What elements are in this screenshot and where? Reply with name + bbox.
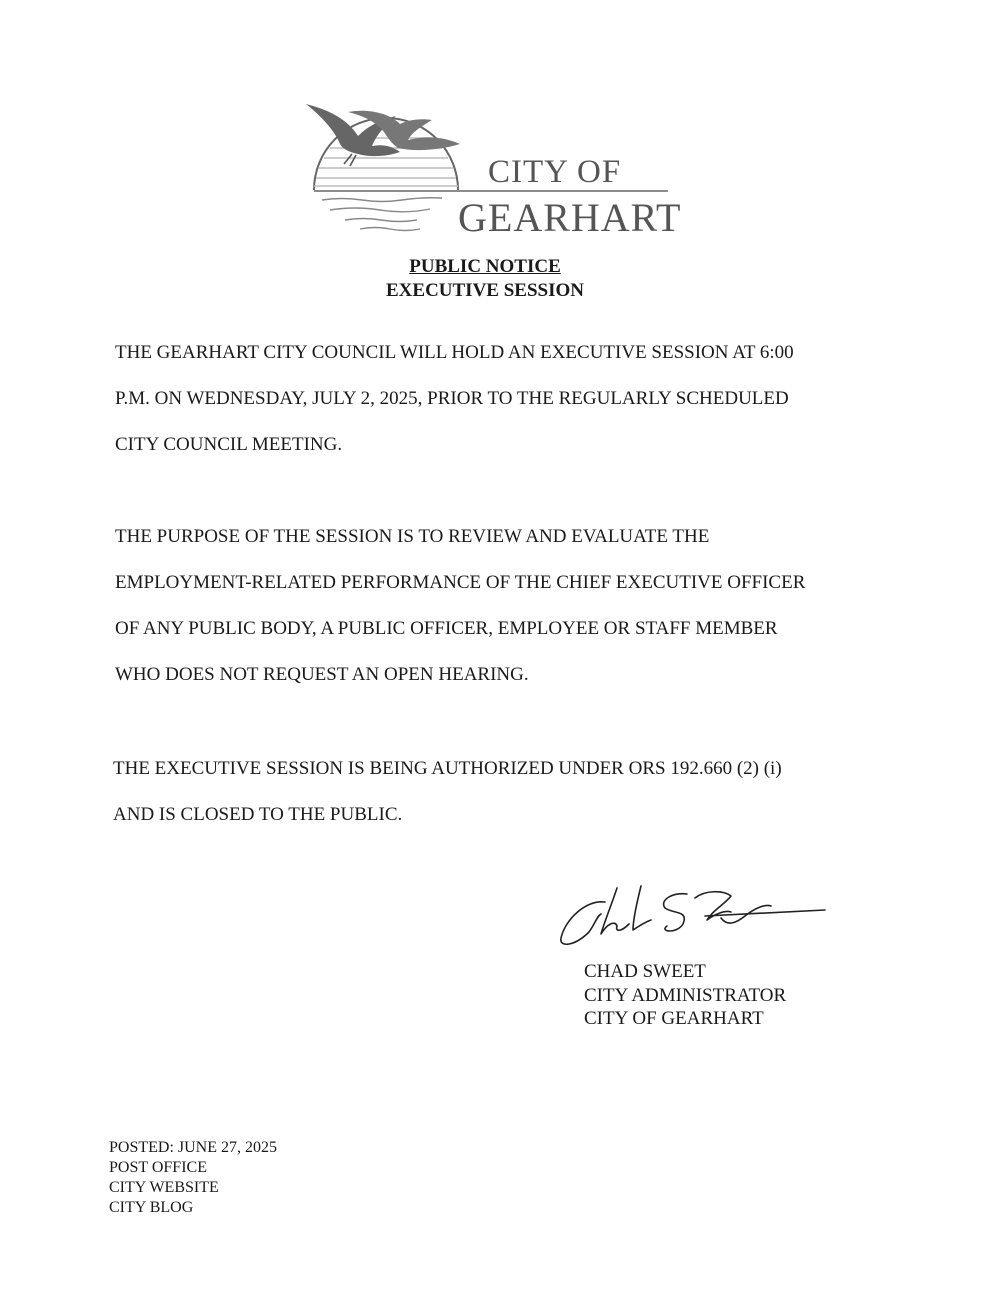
paragraph-line: CITY COUNCIL MEETING.: [115, 434, 343, 455]
paragraph-line: OF ANY PUBLIC BODY, A PUBLIC OFFICER, EMPLOYEE OR STAFF MEMBER: [115, 618, 778, 639]
paragraph-authorization: [113, 746, 873, 838]
logo-text-gearhart: GEARHART: [458, 195, 682, 240]
posting-location: CITY BLOG: [109, 1199, 194, 1216]
handwritten-signature: [555, 880, 835, 955]
notice-subtitle: EXECUTIVE SESSION: [386, 280, 584, 301]
paragraph-line: EMPLOYMENT-RELATED PERFORMANCE OF THE CHIEF EXECUTIVE OFFICER: [115, 572, 806, 593]
paragraph-purpose: [115, 514, 875, 698]
signatory-name: CHAD SWEET: [584, 961, 706, 982]
posting-info: [109, 1138, 277, 1218]
paragraph-line: AND IS CLOSED TO THE PUBLIC.: [113, 804, 403, 825]
paragraph-line: THE PURPOSE OF THE SESSION IS TO REVIEW AND EVALUATE THE: [115, 526, 710, 547]
paragraph-line: THE GEARHART CITY COUNCIL WILL HOLD AN EXECUTIVE SESSION AT 6:00: [115, 342, 794, 363]
posting-location: CITY WEBSITE: [109, 1179, 219, 1196]
signatory-org: CITY OF GEARHART: [584, 1008, 764, 1029]
signatory-title: CITY ADMINISTRATOR: [584, 984, 787, 1006]
paragraph-session-time: [115, 330, 875, 468]
posted-date: POSTED: JUNE 27, 2025: [109, 1139, 278, 1156]
posting-location: POST OFFICE: [109, 1159, 207, 1176]
paragraph-line: P.M. ON WEDNESDAY, JULY 2, 2025, PRIOR TO THE REGULARLY SCHEDULED: [115, 388, 789, 409]
paragraph-line: WHO DOES NOT REQUEST AN OPEN HEARING.: [115, 664, 529, 685]
city-logo: [300, 98, 680, 243]
paragraph-line: THE EXECUTIVE SESSION IS BEING AUTHORIZED UNDER ORS 192.660 (2) (i): [113, 758, 782, 779]
signatory-block: [584, 960, 786, 1031]
notice-title: PUBLIC NOTICE: [409, 256, 561, 277]
logo-text-city-of: CITY OF: [488, 154, 622, 190]
